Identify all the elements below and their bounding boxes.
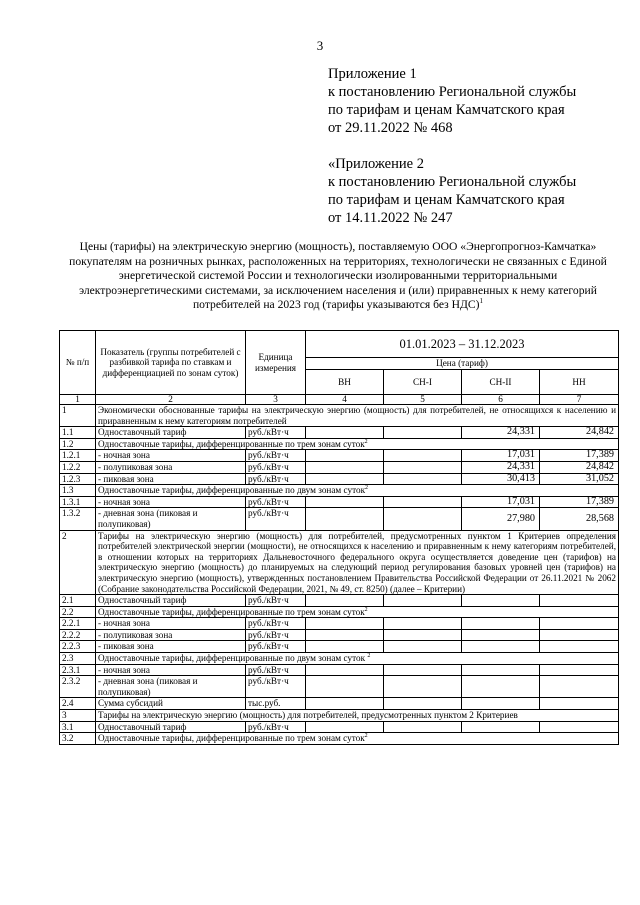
row-num: 1.2.3	[60, 473, 96, 485]
value-nn	[540, 629, 619, 641]
value-vn	[306, 427, 384, 439]
section-text-content: Одноставочные тарифы, дифференцированные по трем зонам суток	[98, 438, 365, 449]
appendix-2-line: по тарифам и ценам Камчатского края	[328, 192, 565, 208]
header-indicator: Показатель (группы потребителей с разбивкой тарифа по ставкам и дифференциацией по зонам суток)	[96, 331, 246, 395]
row-name: - ночная зона	[96, 618, 246, 630]
value-vn	[306, 698, 384, 710]
value-sn2	[462, 618, 540, 630]
value-vn	[306, 721, 384, 733]
table-row	[60, 698, 619, 710]
table-row	[60, 450, 619, 462]
section-text-content: Одноставочные тарифы, дифференцированные по двум зонам суток	[98, 653, 366, 664]
value-vn	[306, 595, 384, 607]
value-sn2	[462, 629, 540, 641]
header-level-sn1: СН-I	[384, 370, 462, 395]
table-row	[60, 473, 619, 485]
value-vn	[306, 450, 384, 462]
table-row	[60, 664, 619, 676]
row-num: 1.2.2	[60, 461, 96, 473]
value-sn1	[384, 698, 462, 710]
value-sn1	[384, 461, 462, 473]
section-text-content: Одноставочные тарифы, дифференцированные по двум зонам суток	[98, 485, 366, 496]
row-unit: руб./кВт·ч	[246, 721, 306, 733]
value-sn1	[384, 629, 462, 641]
appendix-1-line: от 29.11.2022 № 468	[328, 120, 453, 136]
column-number: 1	[60, 395, 96, 405]
title-footnote-mark: 1	[479, 297, 484, 306]
row-name: - ночная зона	[96, 664, 246, 676]
row-name: - дневная зона (пиковая и полупиковая)	[96, 676, 246, 698]
value-nn	[540, 595, 619, 607]
row-name: - ночная зона	[96, 450, 246, 462]
value-sn1	[384, 450, 462, 462]
table-row	[60, 405, 619, 427]
value-sn1	[384, 427, 462, 439]
appendix-1-line: Приложение 1	[328, 66, 417, 82]
footnote-mark: 2	[367, 653, 371, 659]
value-nn: 17,389	[540, 496, 619, 508]
row-name: - полупиковая зона	[96, 629, 246, 641]
row-num: 3	[60, 710, 96, 722]
row-num: 2.1	[60, 595, 96, 607]
row-name: Одноставочный тариф	[96, 721, 246, 733]
row-name: Одноставочный тариф	[96, 427, 246, 439]
value-nn	[540, 664, 619, 676]
row-num: 2.3.2	[60, 676, 96, 698]
header-num: № п/п	[60, 331, 96, 395]
row-unit: руб./кВт·ч	[246, 618, 306, 630]
value-sn1	[384, 721, 462, 733]
value-vn	[306, 629, 384, 641]
value-sn2: 24,331	[462, 461, 540, 473]
section-text	[96, 733, 619, 745]
value-nn: 17,389	[540, 450, 619, 462]
row-unit: руб./кВт·ч	[246, 473, 306, 485]
section-text	[96, 653, 619, 665]
row-name: - пиковая зона	[96, 641, 246, 653]
row-name: Одноставочный тариф	[96, 595, 246, 607]
table-row	[60, 438, 619, 450]
column-number: 2	[96, 395, 246, 405]
value-sn2: 24,331	[462, 427, 540, 439]
table-row	[60, 461, 619, 473]
appendix-2-header	[328, 155, 628, 227]
value-sn1	[384, 496, 462, 508]
document-title	[58, 240, 618, 313]
value-sn2	[462, 595, 540, 607]
appendix-2-line: от 14.11.2022 № 247	[328, 210, 453, 226]
row-num: 2	[60, 530, 96, 595]
section-text	[96, 485, 619, 497]
column-number: 4	[306, 395, 384, 405]
table-row	[60, 721, 619, 733]
header-level-vn: ВН	[306, 370, 384, 395]
row-unit: руб./кВт·ч	[246, 629, 306, 641]
column-number: 7	[540, 395, 619, 405]
column-number-row	[60, 395, 619, 405]
row-name: - ночная зона	[96, 496, 246, 508]
value-nn	[540, 721, 619, 733]
row-name: Сумма субсидий	[96, 698, 246, 710]
section-text: Экономически обоснованные тарифы на электрическую энергию (мощность) для потребителей, не относящихся к населению и приравненным к нему категориям потребителей	[96, 405, 619, 427]
value-nn	[540, 641, 619, 653]
section-text: Тарифы на электрическую энергию (мощность) для потребителей, предусмотренных пунктом 1 Критериев определения потребителей электрической энергии (мощности), не относящихся к населению и приравненным к нему категориям потребителей, в отношении которых на территориях Дальневосточного федерального округа осуществляется доведение цен (тарифов) на электрическую энергию (мощность) до планируемых на следующий период регулирования базовых уровней цен (тарифов) на электрическую энергию (мощность), утвержденных постановлением Правительства Российской Федерации от 26.11.2021 № 2062 (Собрание законодательства Российской Федерации, 2021, № 49, ст. 8250) (далее – Критерии)	[96, 530, 619, 595]
row-unit: руб./кВт·ч	[246, 508, 306, 530]
value-vn	[306, 508, 384, 530]
appendix-2-line: к постановлению Региональной службы	[328, 174, 577, 190]
row-num: 2.3	[60, 653, 96, 665]
appendix-1-line: по тарифам и ценам Камчатского края	[328, 102, 565, 118]
column-number: 5	[384, 395, 462, 405]
value-sn2	[462, 698, 540, 710]
section-text-content: Одноставочные тарифы, дифференцированные по трем зонам суток	[98, 733, 365, 744]
value-sn1	[384, 473, 462, 485]
table-row	[60, 641, 619, 653]
table-row	[60, 508, 619, 530]
value-nn	[540, 698, 619, 710]
value-sn1	[384, 595, 462, 607]
header-period: 01.01.2023 – 31.12.2023	[306, 331, 619, 358]
table-row	[60, 618, 619, 630]
row-unit: руб./кВт·ч	[246, 641, 306, 653]
header-level-sn2: СН-II	[462, 370, 540, 395]
value-sn1	[384, 676, 462, 698]
value-sn1	[384, 641, 462, 653]
row-num: 2.2.2	[60, 629, 96, 641]
section-text	[96, 438, 619, 450]
value-sn1	[384, 508, 462, 530]
footnote-mark: 2	[364, 733, 368, 740]
row-num: 2.3.1	[60, 664, 96, 676]
row-num: 2.2	[60, 606, 96, 618]
value-sn2	[462, 676, 540, 698]
row-unit: руб./кВт·ч	[246, 461, 306, 473]
row-unit: руб./кВт·ч	[246, 664, 306, 676]
row-num: 3.1	[60, 721, 96, 733]
column-number: 3	[246, 395, 306, 405]
table-row	[60, 733, 619, 745]
value-sn2	[462, 721, 540, 733]
column-number: 6	[462, 395, 540, 405]
section-text	[96, 606, 619, 618]
value-vn	[306, 676, 384, 698]
row-num: 1.1	[60, 427, 96, 439]
footnote-mark: 2	[364, 438, 368, 445]
value-nn	[540, 618, 619, 630]
table-row	[60, 496, 619, 508]
table-row	[60, 653, 619, 665]
appendix-1-line: к постановлению Региональной службы	[328, 84, 577, 100]
section-text-content: Одноставочные тарифы, дифференцированные по трем зонам суток	[98, 606, 365, 617]
header-unit: Единица измерения	[246, 331, 306, 395]
section-text: Тарифы на электрическую энергию (мощность) для потребителей, предусмотренных пунктом 2 Критериев	[96, 710, 619, 722]
value-nn: 28,568	[540, 508, 619, 530]
row-unit: руб./кВт·ч	[246, 496, 306, 508]
row-num: 1.3.2	[60, 508, 96, 530]
appendix-2-line: «Приложение 2	[328, 156, 424, 172]
table-row	[60, 595, 619, 607]
value-sn1	[384, 664, 462, 676]
table-row	[60, 710, 619, 722]
value-sn2: 27,980	[462, 508, 540, 530]
row-num: 1.2	[60, 438, 96, 450]
row-num: 1.2.1	[60, 450, 96, 462]
value-vn	[306, 461, 384, 473]
row-unit: руб./кВт·ч	[246, 427, 306, 439]
document-title-text: Цены (тарифы) на электрическую энергию (мощность), поставляемую ООО «Энергопрогноз-Камчатка» покупателям на розничных рынках, расположенных на территориях, технологически не связанных с Единой энергетической системой России и технологически изолированными территориальными электроэнергетическими системами, за исключением населения и (или) приравненных к нему категорий потребителей на 2023 год (тарифы указываются без НДС)	[69, 240, 607, 312]
table-row	[60, 629, 619, 641]
table-row	[60, 427, 619, 439]
value-vn	[306, 641, 384, 653]
value-vn	[306, 496, 384, 508]
row-num: 2.2.3	[60, 641, 96, 653]
value-sn2: 30,413	[462, 473, 540, 485]
table-row	[60, 485, 619, 497]
footnote-mark: 2	[365, 485, 369, 492]
row-name: - дневная зона (пиковая и полупиковая)	[96, 508, 246, 530]
value-vn	[306, 664, 384, 676]
footnote-mark: 2	[364, 606, 368, 613]
value-nn	[540, 676, 619, 698]
row-unit: тыс.руб.	[246, 698, 306, 710]
value-sn2: 17,031	[462, 496, 540, 508]
row-num: 3.2	[60, 733, 96, 745]
tariff-table	[59, 330, 619, 745]
row-num: 2.2.1	[60, 618, 96, 630]
row-name: - пиковая зона	[96, 473, 246, 485]
value-nn: 24,842	[540, 461, 619, 473]
row-name: - полупиковая зона	[96, 461, 246, 473]
table-row	[60, 676, 619, 698]
value-nn: 31,052	[540, 473, 619, 485]
value-sn2	[462, 664, 540, 676]
header-price-label: Цена (тариф)	[306, 358, 619, 370]
value-sn1	[384, 618, 462, 630]
row-unit: руб./кВт·ч	[246, 450, 306, 462]
table-row	[60, 530, 619, 595]
value-sn2: 17,031	[462, 450, 540, 462]
page-number: 3	[316, 38, 324, 53]
row-num: 1	[60, 405, 96, 427]
value-vn	[306, 618, 384, 630]
row-num: 1.3.1	[60, 496, 96, 508]
row-unit: руб./кВт·ч	[246, 595, 306, 607]
row-num: 2.4	[60, 698, 96, 710]
table-row	[60, 606, 619, 618]
appendix-1-header	[328, 65, 628, 137]
value-sn2	[462, 641, 540, 653]
row-num: 1.3	[60, 485, 96, 497]
value-vn	[306, 473, 384, 485]
value-nn: 24,842	[540, 427, 619, 439]
row-unit: руб./кВт·ч	[246, 676, 306, 698]
header-level-nn: НН	[540, 370, 619, 395]
